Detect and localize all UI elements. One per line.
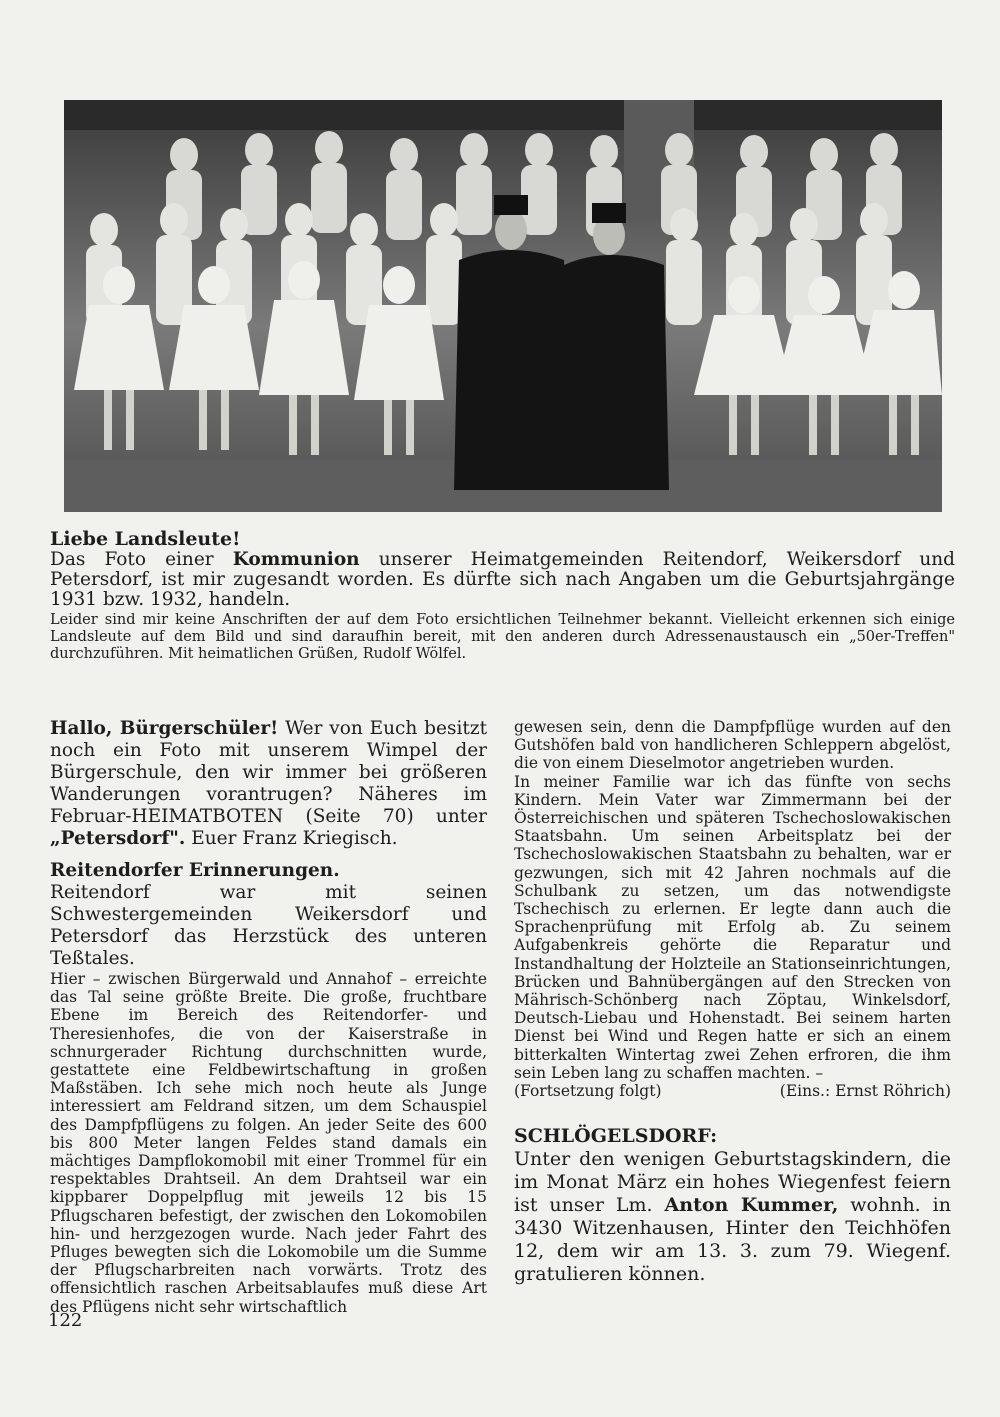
schloegelsdorf-text-2: wohnh. in 3430 Witzenhausen, Hinter den Teichhöfen 12, dem wir am 13. 3. zum 79. Wiegenf. gratulieren können. xyxy=(514,1194,951,1286)
communion-group-photo xyxy=(64,100,942,512)
erinnerungen-body: Hier – zwischen Bürgerwald und Annahof – erreichte das Tal seine größte Breite. Die große, fruchtbare Ebene im Bereich des Reitendorfer- und Theresienhofes, die von der Kaiserstraße in schnurgerader Richtung durchschnitten wurde, gestattete eine Feldbewirtschaftung in großen Maßstäben. Ich sehe mich noch heute als Junge interessiert am Feldrand sitzen, um dem Schauspiel des Dampfpflügens zu folgen. An jeder Seite des 600 bis 800 Meter langen Feldes stand damals ein mächtiges Dampflokomobil mit einer Trommel für ein respektables Drahtseil. An dem Drahtseil war ein kippbarer Doppelpflug mit jeweils 12 bis 15 Pflugscharen befestigt, der zwischen den Lokomobilen hin- und herzgezogen wurde. Nach jeder Fahrt des Pfluges bewegten sich die Lokomobile um die Summe der Pflugscharbreiten nach vorwärts. Trotz des offensichtlich raschen Arbeitsablaufes muß diese Art des Pflügens nicht sehr wirtschaftlich xyxy=(50,970,487,1316)
hallo-heading: Hallo, Bürgerschüler! xyxy=(50,718,279,739)
continuation-paragraph-2: In meiner Familie war ich das fünfte von sechs Kindern. Mein Vater war Zimmermann bei der Österreichischen und späteren Tschechoslowakischen Staatsbahn. Um seinen Arbeitsplatz bei der Tschechoslowakischen Staatsbahn zu behalten, war er gezwungen, sich mit 42 Jahren nochmals auf die Schulbank zu setzen, um das notwendigste Tschechisch zu erlernen. Er legte dann auch die Sprachenprüfung mit Erfolg ab. Zu seinem Aufgabenkreis gehörte die Reparatur und Instandhaltung der Holzteile an Stationseinrichtungen, Brücken und Bahnübergängen auf den Strecken von Mährisch-Schönberg nach Zöptau, Winkelsdorf, Deutsch-Liebau und Hohenstadt. Bei seinem harten Dienst bei Wind und Regen hatte er sich an einem bitterkalten Wintertag zwei Zehen erfroren, die ihm sein Leben lang zu schaffen machten. – xyxy=(514,772,951,1082)
hallo-reference: „Petersdorf". xyxy=(50,828,186,849)
right-column xyxy=(514,718,951,1286)
page-number: 122 xyxy=(48,1310,83,1331)
intro-lead-text: Das Foto einer xyxy=(50,549,233,570)
hallo-text: Wer von Euch besitzt noch ein Foto mit unserem Wimpel der Bürgerschule, den wir immer bei größeren Wanderungen vorantrugen? Näheres im Februar-HEIMATBOTEN (Seite 70) unter xyxy=(50,718,488,827)
erinnerungen-heading: Reitendorfer Erinnerungen. xyxy=(50,860,340,881)
schloegelsdorf-heading: SCHLÖGELSDORF: xyxy=(514,1125,718,1148)
intro-lead xyxy=(50,550,955,610)
continuation-note: (Fortsetzung folgt) xyxy=(514,1082,662,1101)
signature-row xyxy=(514,1082,951,1100)
schloegelsdorf-paragraph xyxy=(514,1148,951,1286)
hallo-paragraph xyxy=(50,718,487,850)
author-credit: (Eins.: Ernst Röhrich) xyxy=(779,1082,951,1101)
continuation-paragraph-1: gewesen sein, denn die Dampfpflüge wurden auf den Gutshöfen bald von handlicheren Schleppern abgelöst, die von einem Dieselmotor angetrieben wurden. xyxy=(514,718,951,773)
intro-lead-text-2: unserer Heimatgemeinden Reitendorf, Weikersdorf und Petersdorf, ist mir zugesandt worden. Es dürfte sich nach Angaben um die Geburtsjahrgänge 1931 bzw. 1932, handeln. xyxy=(50,549,955,610)
intro-heading: Liebe Landsleute! xyxy=(50,528,241,550)
schloegelsdorf-name: Anton Kummer, xyxy=(664,1194,839,1217)
intro-small-text: Leider sind mir keine Anschriften der auf dem Foto ersichtlichen Teilnehmer bekannt. Vielleicht erkennen sich einige Landsleute auf dem Bild und sind daraufhin bereit, mit den anderen durch Adressenaustausch ein „50er-Treffen" durchzuführen. Mit heimatlichen Grüßen, Rudolf Wölfel. xyxy=(50,612,955,662)
hallo-signature: Euer Franz Kriegisch. xyxy=(185,828,398,849)
group-photo-icon xyxy=(64,100,942,512)
schloegelsdorf-text: Unter den wenigen Geburtstagskindern, die im Monat März ein hohes Wiegenfest feiern ist unser Lm. xyxy=(514,1148,951,1217)
erinnerungen-lead: Reitendorf war mit seinen Schwestergemeinden Weikersdorf und Petersdorf das Herzstück des unteren Teßtales. xyxy=(50,882,487,969)
intro-lead-bold: Kommunion xyxy=(232,549,360,570)
intro-section xyxy=(50,528,955,663)
left-column xyxy=(50,718,487,1316)
